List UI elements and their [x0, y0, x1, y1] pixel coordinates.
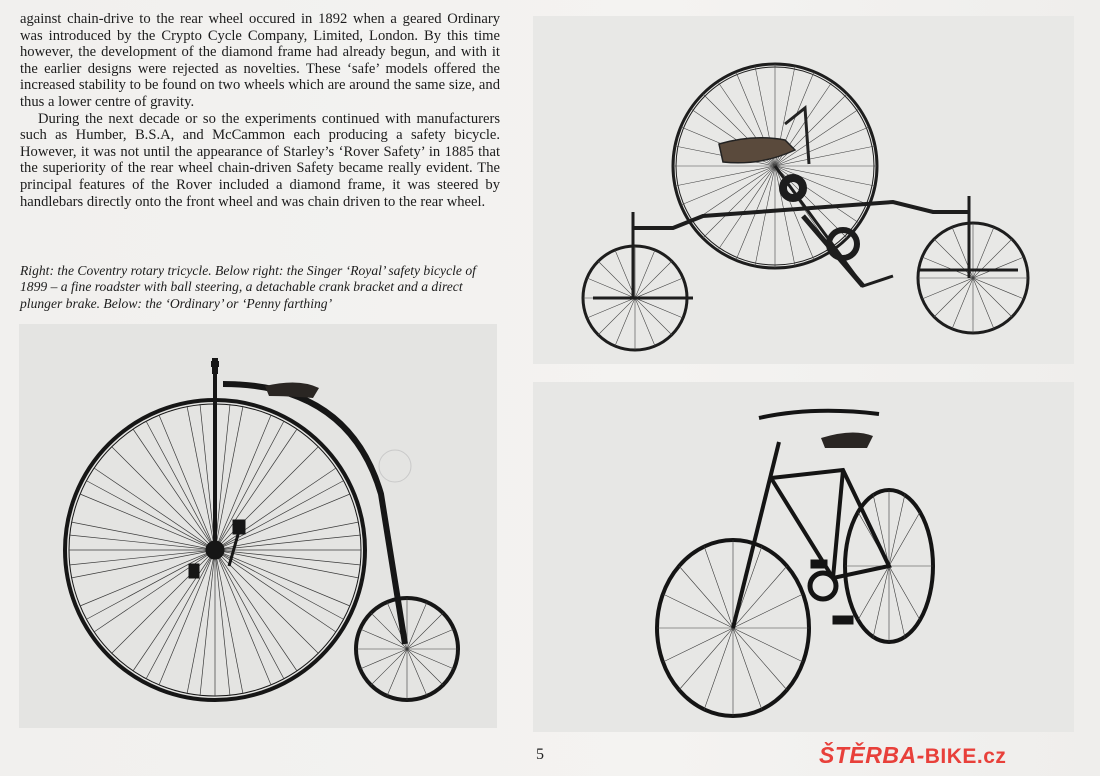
penny-farthing-photo	[19, 324, 497, 728]
singer-safety-photo	[533, 382, 1074, 732]
watermark-main: ŠTĚRBA	[819, 742, 917, 768]
paragraph-2: During the next decade or so the experiments continued with manufacturers such as Humber, B.S.A, and McCammon each producing a safety bicycle. However, it was not until the appearance of Starley’s ‘Rover Safety’ in 1885 that the superiority of the rear wheel chain-driven Safety became really evident. The principal features of the Rover included a diamond frame, it was steered by handlebars directly onto the front wheel and was chain driven to the rear wheel.	[20, 110, 500, 210]
penny-farthing-illustration	[19, 324, 497, 728]
watermark-tail: BIKE.cz	[924, 745, 1007, 768]
singer-safety-illustration	[533, 382, 1074, 732]
site-watermark	[819, 742, 1006, 769]
article-body	[20, 11, 500, 210]
tricycle-photo	[533, 16, 1074, 364]
watermark-dash: -	[916, 742, 925, 768]
photo-caption: Right: the Coventry rotary tricycle. Below right: the Singer ‘Royal’ safety bicycle of 1899 – a fine roadster with ball steering, a detachable crank bracket and a direct plunger brake. Below: the ‘Ordinary’ or ‘Penny farthing’	[20, 263, 476, 311]
page-number: 5	[536, 746, 544, 763]
tricycle-illustration	[533, 16, 1074, 364]
paragraph-1: against chain-drive to the rear wheel occured in 1892 when a geared Ordinary was introduced by the Crypto Cycle Company, Limited, London. By this time however, the development of the diamond frame had already begun, and with it the earlier designs were rejected as novelties. These ‘safe’ models offered the increased stability to be found on two wheels which are around the same size, and thus a lower centre of gravity.	[20, 11, 500, 110]
